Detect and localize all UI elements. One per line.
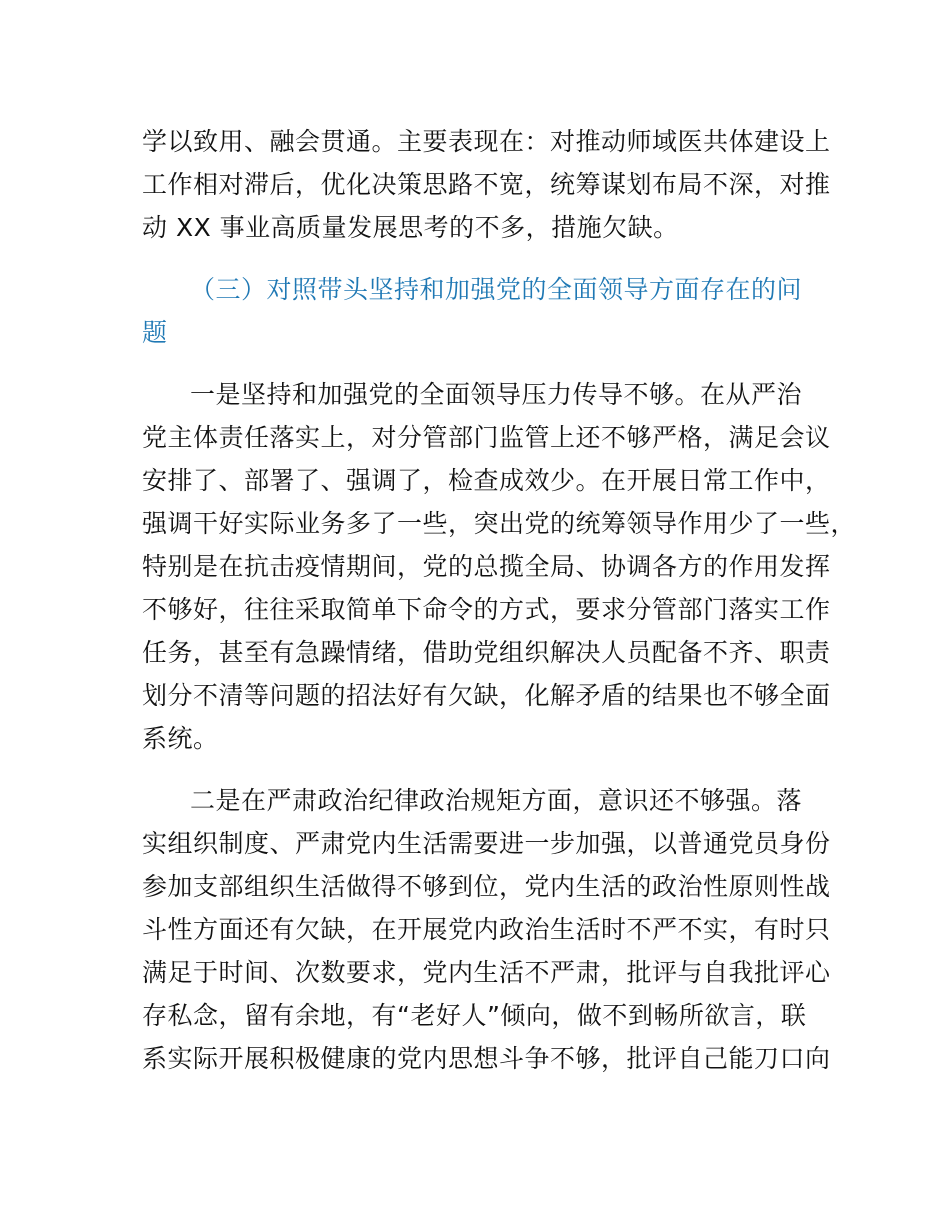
- text-line: 满足于时间、次数要求，党内生活不严肃，批评与自我批评心: [142, 958, 831, 987]
- text-line: 斗性方面还有欠缺，在开展党内政治生活时不严不实，有时只: [142, 915, 831, 944]
- text-line: 安排了、部署了、强调了，检查成效少。在开展日常工作中，: [142, 466, 831, 495]
- text-line: 系实际开展积极健康的党内思想斗争不够，批评自己能刀口向: [142, 1044, 831, 1073]
- heading-line: 题: [142, 318, 168, 347]
- text-line: 党主体责任落实上，对分管部门监管上还不够严格，满足会议: [142, 423, 831, 452]
- text-line: 不够好，往往采取简单下命令的方式，要求分管部门落实工作: [142, 595, 831, 624]
- text-line: 一是坚持和加强党的全面领导压力传导不够。在从严治: [190, 380, 803, 409]
- text-line: 划分不清等问题的招法好有欠缺，化解矛盾的结果也不够全面: [142, 681, 831, 710]
- heading-line: （三）对照带头坚持和加强党的全面领导方面存在的问: [190, 275, 803, 304]
- text-line: 任务，甚至有急躁情绪，借助党组织解决人员配备不齐、职责: [142, 638, 831, 667]
- text-line: 强调干好实际业务多了一些，突出党的统筹领导作用少了一些，: [142, 509, 857, 538]
- text-line: 存私念，留有余地，有“老好人”倾向，做不到畅所欲言，联: [142, 1001, 807, 1030]
- text-line: 学以致用、融会贯通。主要表现在：对推动师域医共体建设上: [142, 127, 831, 156]
- text-line: 系统。: [142, 724, 219, 753]
- text-line: 动 XX 事业高质量发展思考的不多，措施欠缺。: [142, 213, 679, 242]
- text-line: 参加支部组织生活做得不够到位，党内生活的政治性原则性战: [142, 872, 831, 901]
- text-line: 工作相对滞后，优化决策思路不宽，统筹谋划布局不深，对推: [142, 170, 831, 199]
- text-line: 实组织制度、严肃党内生活需要进一步加强，以普通党员身份: [142, 829, 831, 858]
- text-line: 特别是在抗击疫情期间，党的总揽全局、协调各方的作用发挥: [142, 552, 831, 581]
- text-line: 二是在严肃政治纪律政治规矩方面，意识还不够强。落: [190, 786, 803, 815]
